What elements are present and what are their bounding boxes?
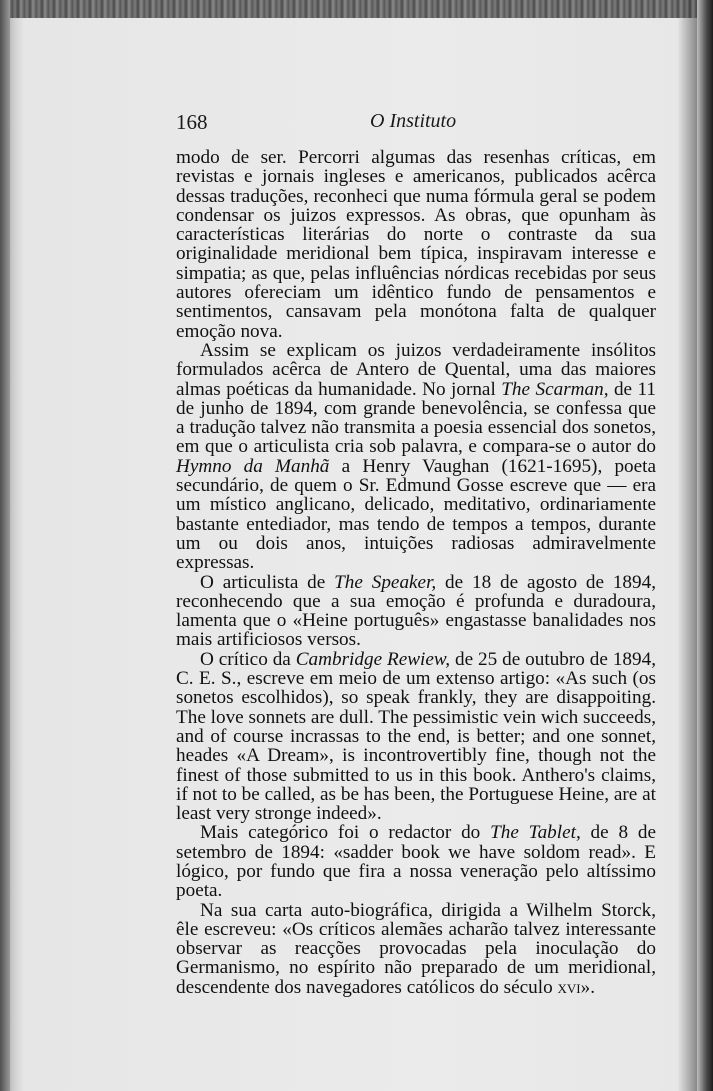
text-run: de 25 de outubro de 1894, C. E. S., escreve em meio de um extenso artigo: «As such (os sonetos escolhidos), so speak frankly, they are disappoiting. The love sonnets are dull. The pessimistic vein wich succeeds, and of course incrassas to the end, is better; and one sonnet, heades «A Dream», is incontrovertibly fine, though not the finest of those submitted to us in this book. Anthero's claims, if not to be called, as be has been, the Portuguese Heine, are at least very stronge indeed». [176, 648, 656, 825]
paragraph [176, 901, 656, 997]
text-run: Assim se explicam os juizos verdadeiramente insólitos formulados acêrca de Antero de Quental, uma das maiores almas poéticas da humanidade. No jornal [176, 339, 656, 400]
italic-text: The Speaker, [334, 571, 437, 593]
text-run: Na sua carta auto-biográfica, dirigida a Wilhelm Storck, êle escreveu: «Os críticos alemães acharão talvez interessante observar as reacções provocadas pela inoculação do Germanismo, no espírito não preparado de um meridional, descendente dos navegadores católicos do século [176, 899, 656, 998]
text-run: a Henry Vaughan (1621-1695), poeta secundário, de quem o Sr. Edmund Gosse escreve que — era um místico anglicano, delicado, meditativo, ordinariamente bastante entediador, mas tendo de tempos a tempos, durante um ou dois anos, intuições radiosas admiravelmente expressas. [176, 455, 656, 574]
paragraph [176, 341, 656, 573]
text-run: de 18 de agosto de 1894, reconhecendo que a sua emoção é profunda e duradoura, lamenta que o «Heine português» engastasse banalidades nos mais artificiosos versos. [176, 571, 657, 651]
paragraph [176, 573, 656, 650]
text-run: O articulista de [200, 571, 335, 593]
paragraph [176, 823, 656, 900]
italic-text: The Scarman, [501, 378, 609, 400]
italic-text: Cambridge Rewiew, [295, 648, 451, 670]
text-run: modo de ser. Percorri algumas das resenhas críticas, em revistas e jornais ingleses e americanos, publicados acêrca dessas traduções, reconheci que numa fórmula geral se podem condensar os juizos expressos. As obras, que opunham às características literárias do norte o contraste da sua originalidade meridional bem típica, inspiravam interesse e simpatia; as que, pelas influências nórdicas recebidas por seus autores ofereciam um idêntico fundo de pensamentos e sentimentos, cansavam pela monótona falta de qualquer emoção nova. [176, 147, 656, 342]
page-header [176, 110, 656, 140]
page-left-edge [0, 0, 10, 1091]
italic-text: Hymno da Manhã [176, 455, 330, 477]
text-run: Mais categórico foi o redactor do [200, 822, 491, 844]
body-text [176, 148, 656, 997]
text-run: de 8 de setembro de 1894: «sadder book we have soldom read». E lógico, por fundo que fira a nossa veneração pelo altíssimo poeta. [176, 822, 656, 902]
paragraph [176, 650, 656, 824]
text-run: de 11 de junho de 1894, com grande benevolência, se confessa que a tradução talvez não transmita a poesia essencial dos sonetos, em que o articulista cria sob palavra, e compara-se o autor do [176, 378, 656, 458]
text-run: ». [580, 976, 595, 998]
text-run: O crítico da [200, 648, 296, 670]
small-caps-text: xvi [557, 976, 581, 998]
page-top-edge [0, 0, 713, 18]
page-number: 168 [176, 110, 208, 134]
paragraph [176, 148, 656, 341]
italic-text: The Tablet, [490, 822, 581, 844]
page-right-edge [697, 0, 713, 1091]
running-title: O Instituto [370, 110, 457, 132]
